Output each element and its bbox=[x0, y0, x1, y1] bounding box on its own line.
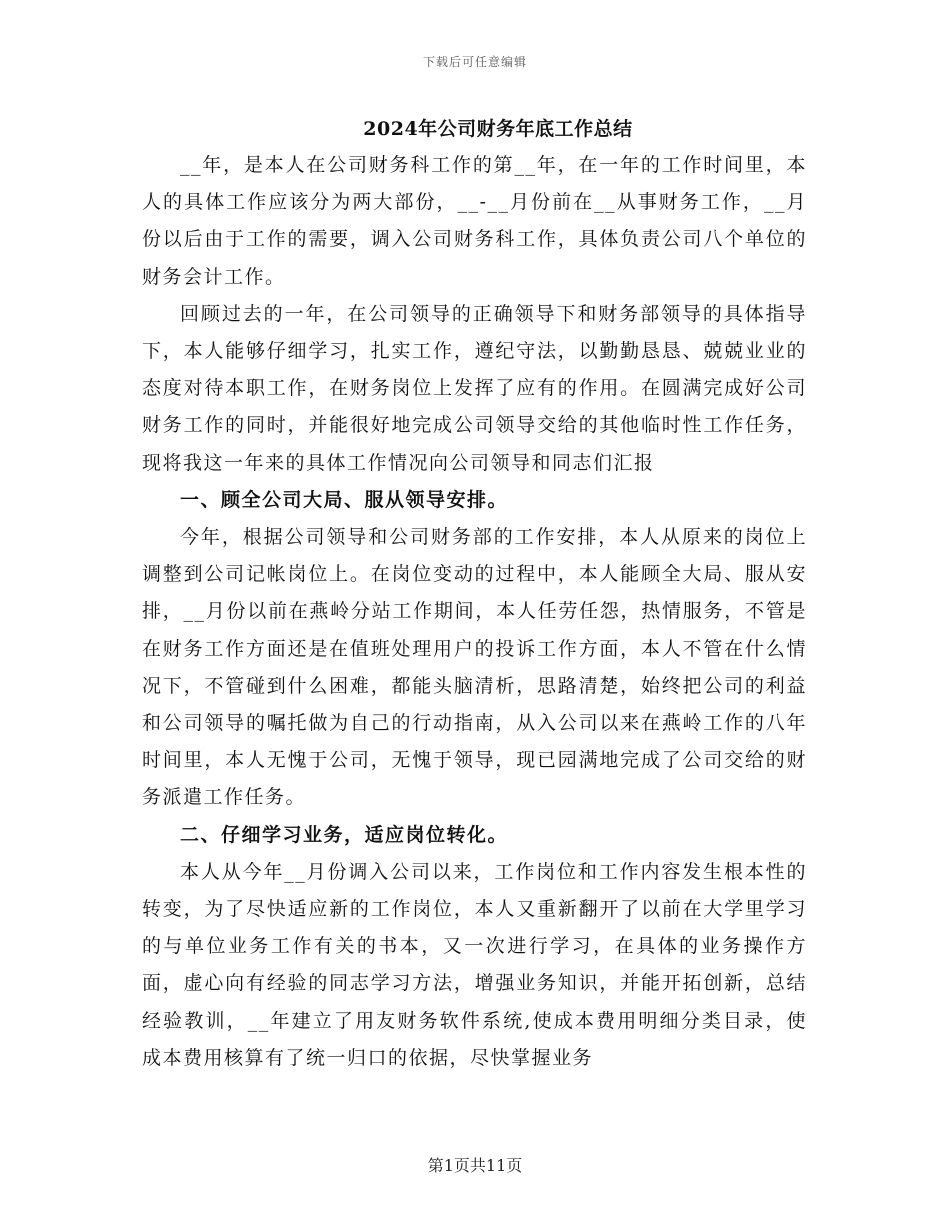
document-title: 2024年公司财务年底工作总结 bbox=[363, 118, 633, 140]
section-heading-1: 一、顾全公司大局、服从领导安排。 bbox=[180, 488, 509, 511]
paragraph-section-1: 今年，根据公司领导和公司财务部的工作安排，本人从原来的岗位上调整到公司记帐岗位上。在岗位变动的过程中，本人能顾全大局、服从安排，__月份以前在燕岭分站工作期间，本人任劳任怨，热情服务，不管是在财务工作方面还是在值班处理用户的投诉工作方面，本人不管在什么情况下，不管碰到什么困难，都能头脑清析，思路清楚，始终把公司的利益和公司领导的嘱托做为自己的行动指南，从入公司以来在燕岭工作的八年时间里，本人无愧于公司，无愧于领导，现已园满地完成了公司交给的财务派遣工作任务。 bbox=[142, 526, 807, 809]
paragraph-section-2: 本人从今年__月份调入公司以来，工作岗位和工作内容发生根本性的转变，为了尽快适应新的工作岗位，本人又重新翻开了以前在大学里学习的与单位业务工作有关的书本，又一次进行学习，在具体的业务操作方面，虚心向有经验的同志学习方法，增强业务知识，并能开拓创新，总结经验教训，__年建立了用友财务软件系统,使成本费用明细分类目录，使成本费用核算有了统一归口的依据，尽快掌握业务 bbox=[142, 860, 807, 1069]
document-body bbox=[142, 147, 807, 1077]
section-heading-2: 二、仔细学习业务，适应岗位转化。 bbox=[180, 823, 509, 846]
paragraph-review: 回顾过去的一年，在公司领导的正确领导下和财务部领导的具体指导下，本人能够仔细学习，扎实工作，遵纪守法，以勤勤恳恳、兢兢业业的态度对待本职工作，在财务岗位上发挥了应有的作用。在圆满完成好公司财务工作的同时，并能很好地完成公司领导交给的其他临时性工作任务，现将我这一年来的具体工作情况向公司领导和同志们汇报 bbox=[142, 302, 807, 474]
paragraph-intro: __年，是本人在公司财务科工作的第__年，在一年的工作时间里，本人的具体工作应该分为两大部份，__-__月份前在__从事财务工作，__月份以后由于工作的需要，调入公司财务科工作，具体负责公司八个单位的财务会计工作。 bbox=[142, 154, 807, 288]
page-footer: 第1页共11页 bbox=[427, 1156, 523, 1175]
page-header: 下载后可任意编辑 bbox=[422, 55, 527, 69]
